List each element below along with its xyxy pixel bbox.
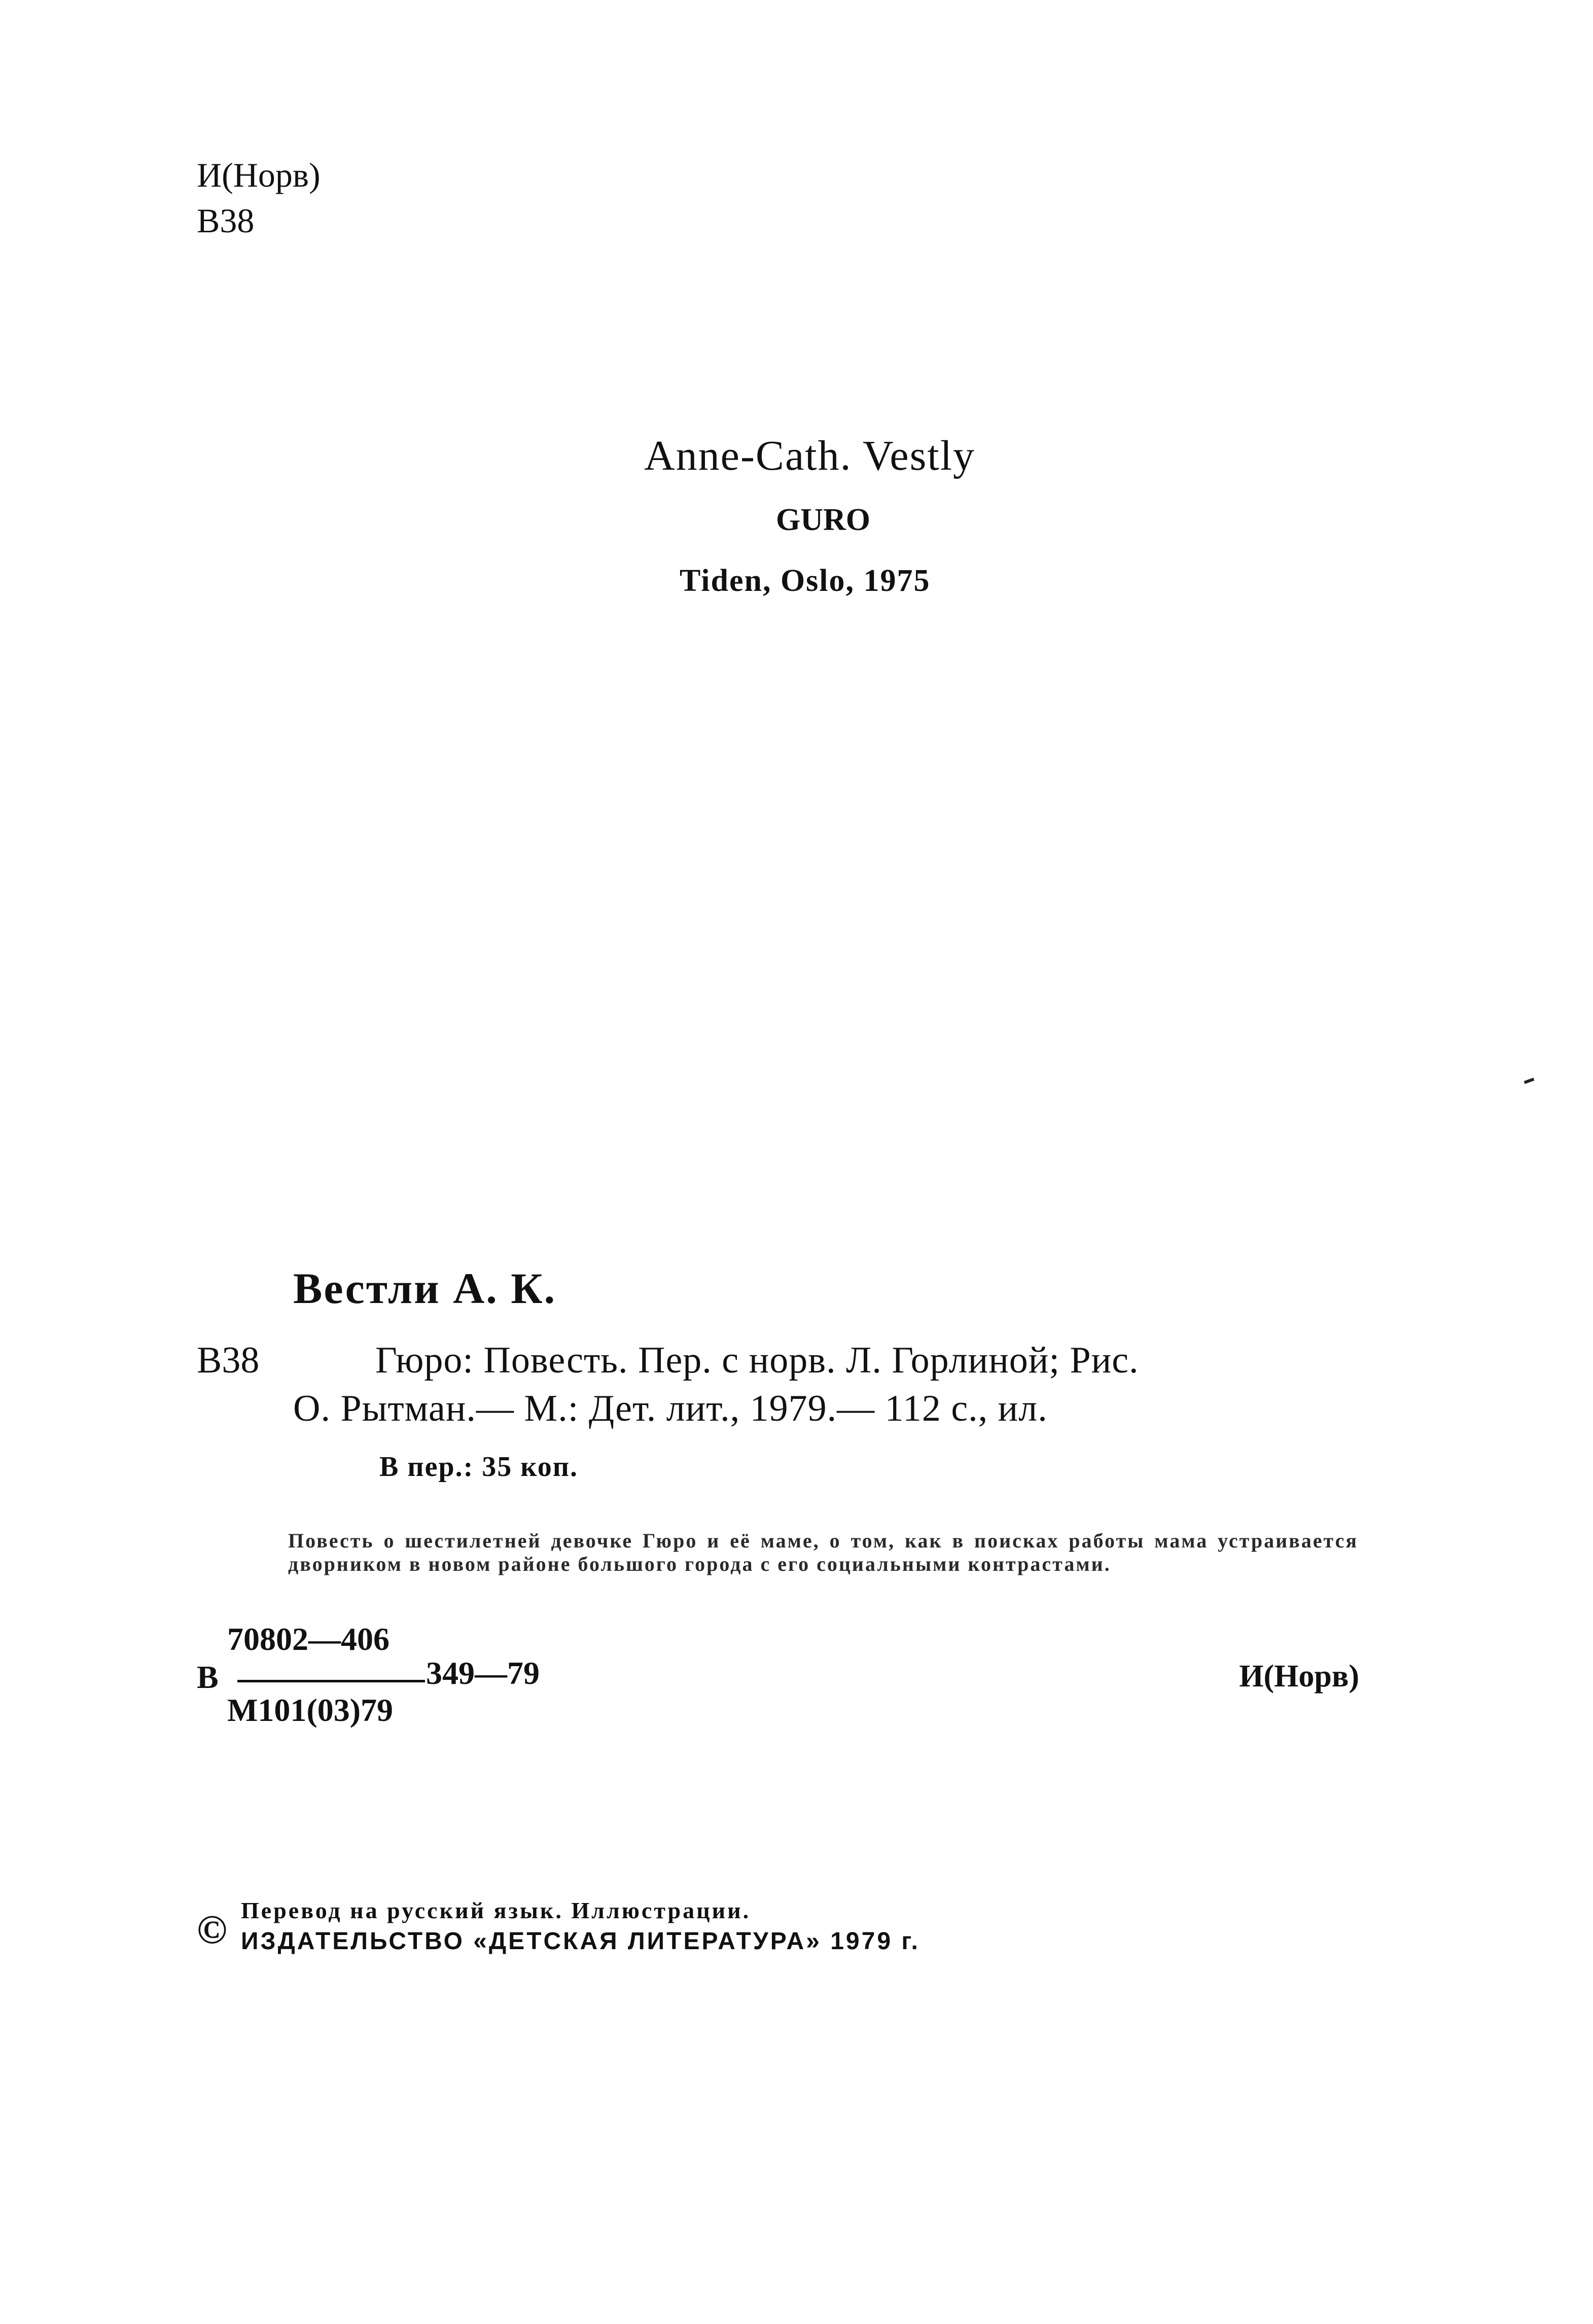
index-numerator: 70802—406 [227, 1621, 390, 1657]
copyright-icon: © [197, 1908, 227, 1952]
copyright-line1: Перевод на русский язык. Иллюстрации. [241, 1897, 751, 1923]
classification-block-top [197, 152, 321, 243]
catalog-description-line2: О. Рытман.— М.: Дет. лит., 1979.— 112 с., ил. [293, 1388, 1048, 1429]
index-fraction-line [237, 1680, 425, 1682]
index-prefix: В [197, 1659, 219, 1695]
catalog-price: В пер.: 35 коп. [379, 1451, 579, 1483]
index-classification: И(Норв) [1239, 1659, 1359, 1694]
classification-code: И(Норв) [197, 156, 321, 194]
original-title: GURO [776, 503, 870, 537]
copyright-line2: ИЗДАТЕЛЬСТВО «ДЕТСКАЯ ЛИТЕРАТУРА» 1979 г. [241, 1928, 920, 1955]
print-speck [1524, 1078, 1535, 1084]
shelf-code: В38 [197, 201, 255, 240]
original-author: Anne-Cath. Vestly [644, 432, 976, 479]
catalog-author: Вестли А. К. [293, 1264, 557, 1313]
index-suffix: 349—79 [426, 1655, 540, 1691]
catalog-annotation: Повесть о шестилетней девочке Гюро и её маме, о том, как в поисках работы мама устраивается дворником в новом районе большого города с его социальными контрастами. [288, 1529, 1358, 1575]
index-denominator: М101(03)79 [227, 1692, 394, 1728]
catalog-code: В38 [197, 1340, 260, 1381]
original-publisher: Tiden, Oslo, 1975 [680, 564, 931, 598]
catalog-description-line1: Гюро: Повесть. Пер. с норв. Л. Горлиной; Рис. [375, 1340, 1139, 1381]
